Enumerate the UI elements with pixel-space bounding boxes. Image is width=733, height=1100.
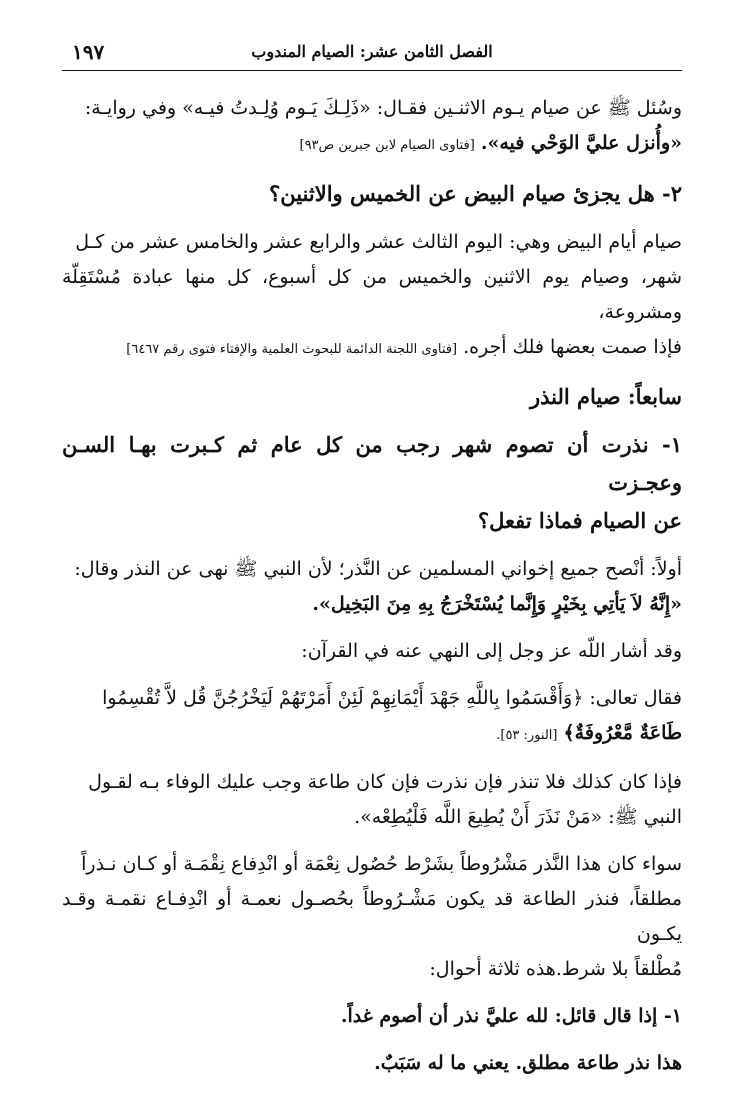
text-line: عن الصيام فماذا تفعل؟ (477, 508, 682, 533)
text-line: فقال تعالى: ﴿وَأَقْسَمُوا بِاللَّهِ جَهْدَ أَيْمَانِهِمْ لَئِنْ أَمَرْتَهُمْ لَيَخْرُجُنَّ قُل لاَّ تُقْسِمُوا (102, 687, 682, 709)
citation: [النور: ٥٣]. (496, 728, 558, 743)
paragraph: هذا نذر طاعة مطلق. يعني ما له سَبَبٌ. (374, 1052, 682, 1074)
text-line: مطلقاً، فنذر الطاعة قد يكون مَشْـرُوطاً بحُصـول نعمـة أو انْدِفـاع نقمـة وقـد يكـون (62, 888, 682, 945)
book-page (62, 28, 682, 1081)
text-line: فإذا كان كذلك فلا تنذر فإن نذرت فإن كان طاعة وجب عليك الوفاء بـه لقـول (88, 771, 682, 793)
question-heading: ٢- هل يجزئ صيام البيض عن الخميس والاثنين؟ (269, 181, 682, 206)
paragraph: وقد أشار اللّه عز وجل إلى النهي عنه في القرآن: (301, 640, 682, 662)
text-line: أولاً: أنْصح جميع إخواني المسلمين عن النَّذر؛ لأن النبي ﷺ نهى عن النذر وقال: (74, 558, 682, 580)
citation: [فتاوى اللجنة الدائمة للبحوث العلمية والإفتاء فتوى رقم ٦٤٦٧] (126, 342, 458, 357)
section-title: سابعاً: صيام النذر (529, 384, 682, 409)
paragraph (62, 225, 682, 367)
paragraph (62, 765, 682, 835)
text-line: «إِنَّهُ لاَ يَأتِي بِخَيْرٍ وَإِنَّما يُسْتَخْرَجُ بِهِ مِنَ البَخِيل». (312, 593, 682, 615)
question-heading (62, 426, 682, 540)
running-title: الفصل الثامن عشر: الصيام المندوب (251, 42, 493, 61)
paragraph (62, 91, 682, 163)
paragraph: ١- إذا قال قائل: لله عليَّ نذر أن أصوم غداً. (340, 1005, 682, 1027)
text-line: فإذا صمت بعضها فلك أجره. (463, 336, 682, 358)
text-line: وسُئل ﷺ عن صيام يـوم الاثنـين فقـال: «ذَلِـكَ يَـوم وُلِـدتُ فيـه» وفي روايـة: (84, 97, 682, 119)
text-line: سواء كان هذا النَّذر مَشْرُوطاً بشَرْط حُصُول نِعْمَة أو انْدِفاع نِقْمَـة أو كـان نـذراً (81, 853, 682, 875)
text-line: صيام أيام البيض وهي: اليوم الثالث عشر والرابع عشر والخامس عشر من كـل (75, 231, 682, 253)
paragraph (62, 681, 682, 753)
text-line: طَاعَةٌ مَّعْرُوفَةٌ﴾ (563, 722, 682, 744)
paragraph (62, 552, 682, 622)
text-line: «وأُنزل عليَّ الوَحْي فيه». (480, 132, 682, 154)
text-line: النبي ﷺ: «مَنْ نَذَرَ أَنْ يُطِيعَ اللَّه فَلْيُطِعْه». (354, 806, 682, 828)
text-line: شهر، وصيام يوم الاثنين والخميس من كل أسبوع، كل منها عبادة مُسْتَقِلّة ومشروعة، (62, 266, 682, 323)
page-header (62, 28, 682, 71)
text-line: مُطْلقاً بلا شرط.هذه ثلاثة أحوال: (429, 958, 682, 980)
paragraph (62, 847, 682, 987)
citation: [فتاوى الصيام لابن جبرين ص٩٣] (299, 138, 475, 153)
text-line: ١- نذرت أن تصوم شهر رجب من كل عام ثم كـبرت بهـا السـن وعجـزت (62, 432, 682, 495)
page-number: ١٩٧ (72, 40, 105, 64)
